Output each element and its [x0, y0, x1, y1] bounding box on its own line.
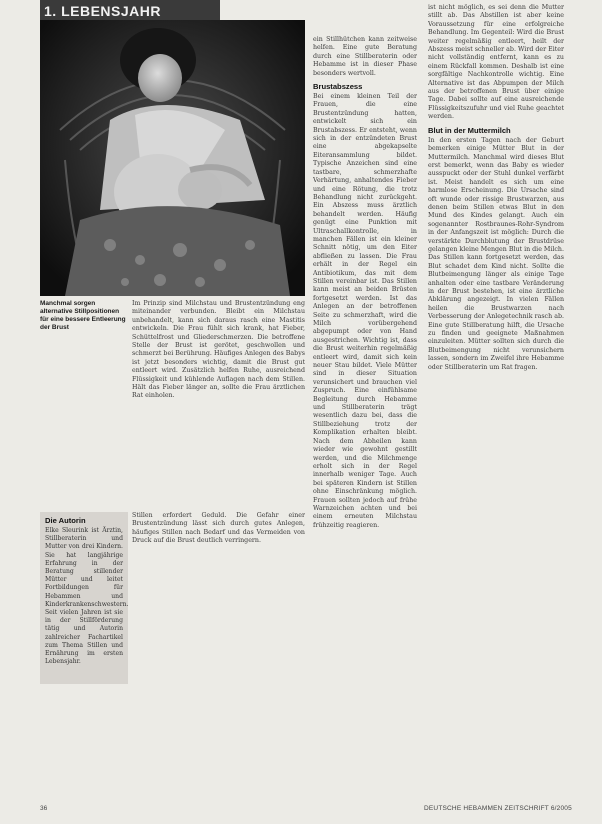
column-1b-paragraph: Stillen erfordert Geduld. Die Gefahr einer Brustentzündung lässt sich durch gutes Anlegen, häufiges Stillen nach Bedarf und das Vermeiden von Druck auf die Brust deutlich verringern. [132, 512, 305, 545]
column-1-paragraph: Im Prinzip sind Milchstau und Brustentzündung eng miteinander verbunden. Bleibt ein Milchstau unbehandelt, kann sich daraus rasch eine Mastitis entwickeln. Die Frau fühlt sich krank, hat Fieber, Schüttelfrost und Gliederschmerzen. Die betroffene Stelle der Brust ist gerötet, geschwollen und schmerzt bei Berührung. Häufiges Anlegen des Babys ist jetzt besonders wichtig, damit die Brust gut entleert wird. Zusätzlich helfen Ruhe, ausreichend Flüssigkeit und kühlende Auflagen nach dem Stillen. Hält das Fieber länger an, sollte die Frau ärztlichen Rat einholen. [132, 300, 305, 400]
column-2-paragraph: Bei einem kleinen Teil der Frauen, die eine Brustentzündung hatten, entwickelt sich ein Brustabszess. Er entsteht, wenn sich in der entzündeten Brust eine abgekapselte Eiteransammlung bildet. Typische Anzeichen sind eine tastbare, schmerzhafte Verhärtung, anhaltendes Fieber und eine Rötung, die trotz Behandlung nicht zurückgeht. Ein Abszess muss ärztlich behandelt werden. Häufig genügt eine Punktion mit Ultraschallkontrolle, in manchen Fällen ist ein kleiner Schnitt nötig, um den Eiter abfließen zu lassen. Die Frau erhält in der Regel ein Antibiotikum, das mit dem Stillen vereinbar ist. Das Stillen kann meist an beiden Brüsten fortgesetzt werden. Ist das Anlegen an der betroffenen Seite zu schmerzhaft, wird die Milch vorübergehend abgepumpt oder von Hand ausgestrichen. Wichtig ist, dass die Brust weiterhin regelmäßig entleert wird, damit sich kein neuer Stau bildet. Viele Mütter sind in dieser Situation verunsichert und brauchen viel Zuspruch. Eine einfühlsame Begleitung durch Hebamme und Stillberaterin trägt wesentlich dazu bei, dass die Stillbeziehung trotz der Komplikation erhalten bleibt. Nach dem Abheilen kann wieder wie gewohnt gestillt werden, und die Milchmenge erholt sich in der Regel innerhalb weniger Tage. Auch bei späteren Kindern ist Stillen ohne Einschränkung möglich. Frauen sollten jedoch auf frühe Warnzeichen achten und bei einem erneuten Milchstau frühzeitig reagieren. [313, 93, 417, 529]
author-info-box [40, 512, 128, 684]
text-column-1-continued [132, 512, 305, 802]
author-box-text: Elke Sleurink ist Ärztin, Stillberaterin und Mutter von drei Kindern. Sie hat langjährige Erfahrung in der Beratung stillender Mütter und leitet Fortbildungen für Hebammen und Kinderkrankenschwestern. Seit vielen Jahren ist sie in der Stillförderung tätig und Autorin zahlreicher Fachartikel zum Thema Stillen und Ernährung im ersten Lebensjahr. [45, 527, 129, 666]
mother-breastfeeding-photo [40, 20, 305, 296]
text-column-3 [428, 4, 564, 800]
photo-caption: Manchmal sorgen alternative Stillpositionen für eine bessere Entleerung der Brust [40, 300, 126, 331]
column-3-paragraph: In den ersten Tagen nach der Geburt bemerken einige Mütter Blut in der Muttermilch. Manchmal wird dieses Blut erst bemerkt, wenn das Baby es wieder ausspuckt oder der Stuhl dunkel verfärbt ist. Meist handelt es sich um eine harmlose Erscheinung. Die Ursache sind oft wunde oder rissige Brustwarzen, aus denen beim Stillen etwas Blut in den Mund des Kindes gelangt. Auch ein sogenannter Rostbraunes-Rohr-Syndrom in der Anfangszeit ist möglich: Durch die verstärkte Durchblutung der Brustdrüse gelangen kleine Mengen Blut in die Milch. Das Stillen kann fortgesetzt werden, das Blut schadet dem Kind nicht. Sollte die Blutbeimengung länger als einige Tage anhalten oder eine tastbare Veränderung in der Brust bestehen, ist eine ärztliche Abklärung angezeigt. In vielen Fällen heilen die Brustwarzen nach Verbesserung der Anlegetechnik rasch ab. Eine gute Stillberatung hilft, die Ursache zu finden und geeignete Maßnahmen einzuleiten. Mütter sollten sich durch die Blutbeimengung nicht verunsichern lassen, sondern im Zweifel ihre Hebamme oder Stillberaterin um Rat fragen. [428, 136, 564, 371]
heading-blut-in-der-muttermilch: Blut in der Muttermilch [428, 125, 511, 135]
photo-illustration [40, 20, 305, 296]
text-column-2 [313, 36, 417, 800]
column-3-intro: ist nicht möglich, es sei denn die Mutter stillt ab. Das Abstillen ist aber keine Voraussetzung für eine erfolgreiche Behandlung. Im Gegenteil: Wird die Brust weiter regelmäßig entleert, heilt der Abszess meist schneller ab. Wird der Eiter nicht vollständig entfernt, kann es zu einem Rückfall kommen. Deshalb ist eine sorgfältige Nachkontrolle wichtig. Eine Alternative ist das Abpumpen der Milch aus der betroffenen Brust über einige Tage. Dabei sollte auf eine ausreichende Flüssigkeitszufuhr und viel Ruhe geachtet werden. [428, 4, 564, 121]
text-column-1 [132, 300, 305, 508]
heading-brustabszess: Brustabszess [313, 82, 363, 92]
column-2-intro: ein Stillhütchen kann zeitweise helfen. Eine gute Beratung durch eine Stillberaterin oder Hebamme ist in dieser Phase besonders wertvoll. [313, 36, 417, 77]
page-number: 36 [40, 805, 48, 812]
author-box-title: Die Autorin [45, 516, 86, 525]
journal-footer: DEUTSCHE HEBAMMEN ZEITSCHRIFT 6/2005 [424, 805, 572, 812]
section-title: 1. LEBENSJAHR [44, 3, 161, 19]
